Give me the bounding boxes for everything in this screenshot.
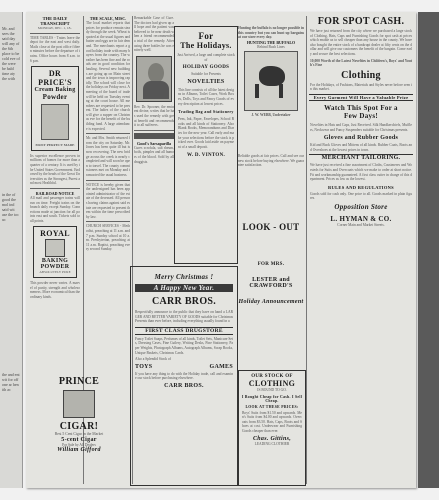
column-1: THE DAILY TRANSCRIPT MONDAY, DEC. 1, 18.. TIME TABLES - Trains leave the depot for the east and west daily. Mails close at the post office fifteen minutes before the departure of trains. Office hours from 8 a.m. to 6 p.m. DR PRICE'S Cream Baking Powder MOST PERFECT MADE Its superior excellence proven in millions of homes for more than a quarter of a century. It is used by the United States Government. Endorsed by the heads of the Great Universities as the Strongest, Purest and most Healthful. RAILROAD NOTICE All mail and passenger trains will run on time. Freight trains on the branch daily except Sunday. Connections made at junction for all points east and south. Tickets sold to all points. ROYAL BAKING POWDER ABSOLUTELY PURE This powder never varies. A marvel of purity, strength and wholesomeness. More economical than the ordinary kinds. xyxy=(30,16,80,299)
spot-cash-title: FOR SPOT CASH. xyxy=(317,16,405,27)
carr-bros-sign: CARR BROS. xyxy=(164,382,204,389)
lookout-line4: Holiday Announcement xyxy=(238,298,304,305)
lookout-line3: LESTER and CRAWFORD'S xyxy=(249,276,293,289)
holidays-line3: HOLIDAY GOODS xyxy=(182,65,230,71)
lookout-ad: Reliable goods at fair prices. Call and see our new stock before buying elsewhere. We guarantee satisfaction. LOOK - OUT FOR MRS. LESTER and CRAWFORD'S Holiday Announcement xyxy=(238,154,305,305)
dog-engraving xyxy=(63,390,95,418)
holidays-line5: Trading Bag and Stationery xyxy=(178,109,234,115)
date-line: MONDAY, DEC. 1, 18.. xyxy=(37,26,73,30)
newspaper-page xyxy=(26,12,416,488)
prince-maker: William Gifford xyxy=(57,447,101,454)
spot-cash-rules: RULES AND REGULATIONS xyxy=(328,184,394,190)
lookout-line1: LOOK - OUT xyxy=(242,221,300,232)
holidays-line6: W. D. VINTON. xyxy=(186,153,226,159)
christmas-line1: Merry Christmas ! xyxy=(154,273,214,281)
toys-label: TOYS xyxy=(135,363,153,370)
holidays-line2: The Holidays. xyxy=(180,41,232,50)
buffalo-ad: Hunting the buffalo is no longer possible in this country but you can hunt up bargains at our store every day. HUNTING THE BUFFALO Rehind Bush Lines J. W. WEBB, Undertaker xyxy=(238,26,304,118)
holidays-line4: NOVELTIES xyxy=(187,78,225,85)
spot-cash-opposition: Opposition Store xyxy=(334,202,388,211)
buffalo-sign: J. W. WEBB, Undertaker xyxy=(251,113,291,118)
paper-name: THE DAILY TRANSCRIPT xyxy=(40,16,70,26)
prince-title: PRINCE xyxy=(58,376,100,387)
spot-cash-ad: FOR SPOT CASH. We have just returned from the city where we purchased a large stock of Clothing, Hats, Caps and Furnishing Goods for spot cash at prices which enable us to sell cheaper than any house in the county. We have also bought the entire stock of a bankrupt dealer at fifty cents on the dollar and will give our customers the benefit of the bargain. Come early and secure the best selections. 10,000 Worth of the Latest Novelties in Children's, Boys' and Youth's Fine Clothing For the Holidays, of Fashions, Materials and Styles never before seen in this market. Every Garment Will Have a Valuable Prize Watch This Spot For a Few Days! Novelties in Hats and Caps, Just Received. Silk Handkerchiefs, Mufflers, Neckwear and Fancy Suspenders suitable for Christmas presents. Gloves and Rubber Goods Kid and Buck Gloves and Mittens of all kinds. Rubber Coats, Boots and Overshoes at the lowest prices in town. MERCHANT TAILORING. We have just received a fine assortment of Cloths, Cassimeres and Worsteds for Suits and Overcoats which we make to order at short notice. Fit and workmanship guaranteed. A first class cutter in charge of this department. Prices as low as the lowest. RULES AND REGULATIONS Goods sold for cash only. One price to all. Goods marked in plain figures. Opposition Store L. HYMAN & CO. Corner Main and Market Streets. xyxy=(310,16,413,227)
strip-text: in the of good the mol ind said wit ase the toc uc xyxy=(2,192,19,222)
lookout-line2: FOR MRS. xyxy=(257,261,285,267)
royal-line3: POWDER xyxy=(40,264,70,271)
spot-cash-few: Few Days! xyxy=(344,111,378,120)
spot-cash-ready: Every Garment Will Have a Valuable Prize xyxy=(309,94,413,101)
stock-look: LOOK AT THESE PRICES: xyxy=(245,404,299,409)
stock-sign: Chas. Gittins, xyxy=(252,435,292,442)
baking-powder-can-image xyxy=(41,104,69,140)
dr-price-ad xyxy=(31,66,79,151)
stock-sub: IS BOUND TO GO. xyxy=(257,388,287,392)
sapolio-title: Good's Sarsaparilla xyxy=(137,140,171,146)
page-shadow xyxy=(418,12,439,488)
dr-price-line4: MOST PERFECT MADE xyxy=(35,143,75,148)
buffalo-sub: Rehind Bush Lines xyxy=(257,44,285,49)
column-2: THE SCALE, MISC. The local market reports that prices for produce remain steady through the week. Wheat is quoted at the usual figures and butter and eggs are in fair demand. The merchants report a good holiday trade with many buyers from the country. The weather has been fine and the roads are in good condition for hauling. Several new buildings are going up on Main street and the town is improving rapidly. The school will close for the holidays on Friday next. A meeting of the board of trade will be held on Tuesday evening at the court house. All members are requested to be present. The ladies of the church will give a supper on Christmas eve for the benefit of the building fund. A large attendance is expected. Mr. and Mrs. Smith returned from the city on Saturday. Mr. Jones has been quite ill but is now recovering. The new bridge across the creek is nearly completed and will soon be open to travel. The county commissioners met on Monday and transacted the usual business. NOTICE is hereby given that the undersigned has been appointed administrator of the estate of the deceased. All persons having claims against said estate are requested to present them within the time prescribed by law. CHURCH SERVICES - Methodist, preaching at 11 a.m. and 7 p.m. Sunday school at 10 a.m. Presbyterian, preaching at 11 a.m. Baptist, preaching every second Sunday. xyxy=(86,16,130,252)
royal-baking-ad xyxy=(33,226,77,278)
dr-price-line2: Cream Baking xyxy=(34,87,76,94)
holidays-line1: For xyxy=(198,31,214,41)
carr-bros-title: CARR BROS. xyxy=(151,296,217,307)
spot-cash-watch: Watch This Spot For a xyxy=(324,103,398,112)
dr-price-line3: Powder xyxy=(42,93,68,102)
royal-line2: BAKING xyxy=(41,258,69,265)
stock-clothing: CLOTHING xyxy=(248,379,296,388)
royal-can-image xyxy=(45,239,65,257)
portrait-engraving xyxy=(136,56,172,102)
dr-price-line1: DR PRICE'S xyxy=(38,69,72,88)
drugstore-heading: FIRST CLASS DRUGSTORE xyxy=(135,327,233,335)
holidays-ad: For The Holidays. Just Arrived, a large and complete stock of HOLIDAY GOODS Suitable for Presents NOVELTIES This line consists of all the latest designs in Albums, Toilet Cases, Work Boxes, Dolls, Toys and Fancy Goods of every description at lowest prices. Trading Bag and Stationery Pens, Ink, Paper, Envelopes, School Books and all kinds of Stationery. Also Blank Books, Memorandums and Diaries for the new year. Call early and make your selections before the stock is picked over. Goods laid aside on payment of a small deposit. W. D. VINTON. xyxy=(174,26,238,264)
column-3: Remarkable Case of Cure. The doctors had given up all hope and the patient was believed to be near death when a friend recommended a trial of the remedy. After using three bottles he was entirely well. Rev. Dr. Spooner, the eminent divine, writes that he has used the remedy with great benefit and recommends it to all sufferers. Good's Sarsaparilla Cures scrofula, salt rheum, boils, pimples and all humors of the blood. Sold by all druggists. xyxy=(134,16,174,164)
stock-cheap: I Bought Cheap for Cash. I Sell Cheap. xyxy=(241,394,303,403)
stock-role: LEADING CLOTHIER xyxy=(254,441,290,446)
prince-cigar: CIGAR! xyxy=(59,421,99,432)
prince-tagline: 5-cent Cigar xyxy=(61,436,97,443)
adjacent-page-strip xyxy=(0,12,23,488)
royal-line1: ROYAL xyxy=(40,229,70,239)
strip-text: the and ent wit for off one ar hen ith ac xyxy=(2,372,20,392)
section-heading: THE SCALE, MISC. xyxy=(89,16,127,21)
christmas-line2: A Happy New Year. xyxy=(135,284,233,292)
spot-cash-clothing: Clothing xyxy=(341,69,381,81)
spot-cash-tailor: MERCHANT TAILORING. xyxy=(309,154,413,161)
royal-line4: ABSOLUTELY PURE xyxy=(39,270,71,275)
prince-cigar-ad: PRINCE CIGAR! Best 5 Cent Cigar in the Market 5-cent Cigar For Sale by All Dealers William Gifford xyxy=(30,376,128,484)
strip-text: Mr. and sees the said day will any of the 6th place to be cold eve of the were be hald time aty the with xyxy=(2,26,20,81)
spot-cash-corner: L. HYMAN & CO. xyxy=(330,214,392,223)
buffalo-engraving xyxy=(244,51,298,111)
games-label: GAMES xyxy=(209,363,233,370)
our-stock-ad: OUR STOCK OF CLOTHING IS BOUND TO GO. I Bought Cheap for Cash. I Sell Cheap. LOOK AT THESE PRICES: Boys' Suits from $1.50 and upwards. Men's Suits from $4.00 and upwards. Overcoats from $3.50. Hats, Caps, Boots and Shoes at cost. Underwear and Furnishing Goods cheaper than ever. Chas. Gittins, LEADING CLOTHIER xyxy=(238,370,306,486)
buffalo-title: HUNTING THE BUFFALO xyxy=(246,39,296,45)
spot-cash-gloves: Gloves and Rubber Goods xyxy=(323,135,399,142)
christmas-ad: Merry Christmas ! A Happy New Year. CARR BROS. Respectfully announce to the public that they have on hand a LARGER AND BETTER VARIETY OF GOODS suitable for Christmas Presents than ever before, including everything usually found in a FIRST CLASS DRUGSTORE Fancy Toilet Soaps, Perfumes of all kinds, Toilet Sets, Manicure Sets, Dressing Cases, Fine Cutlery, Writing Desks, Fine Stationery, Paper Weights, Photograph Albums, Autograph Albums, Scrap Books, Unique Baskets, Christmas Cards. Also a Splendid Stock of TOYS GAMES If you have any thing to do with the Holiday trade, call and examine our stock before purchasing elsewhere. CARR BROS. xyxy=(130,266,238,486)
stock-title: OUR STOCK OF xyxy=(251,374,293,379)
